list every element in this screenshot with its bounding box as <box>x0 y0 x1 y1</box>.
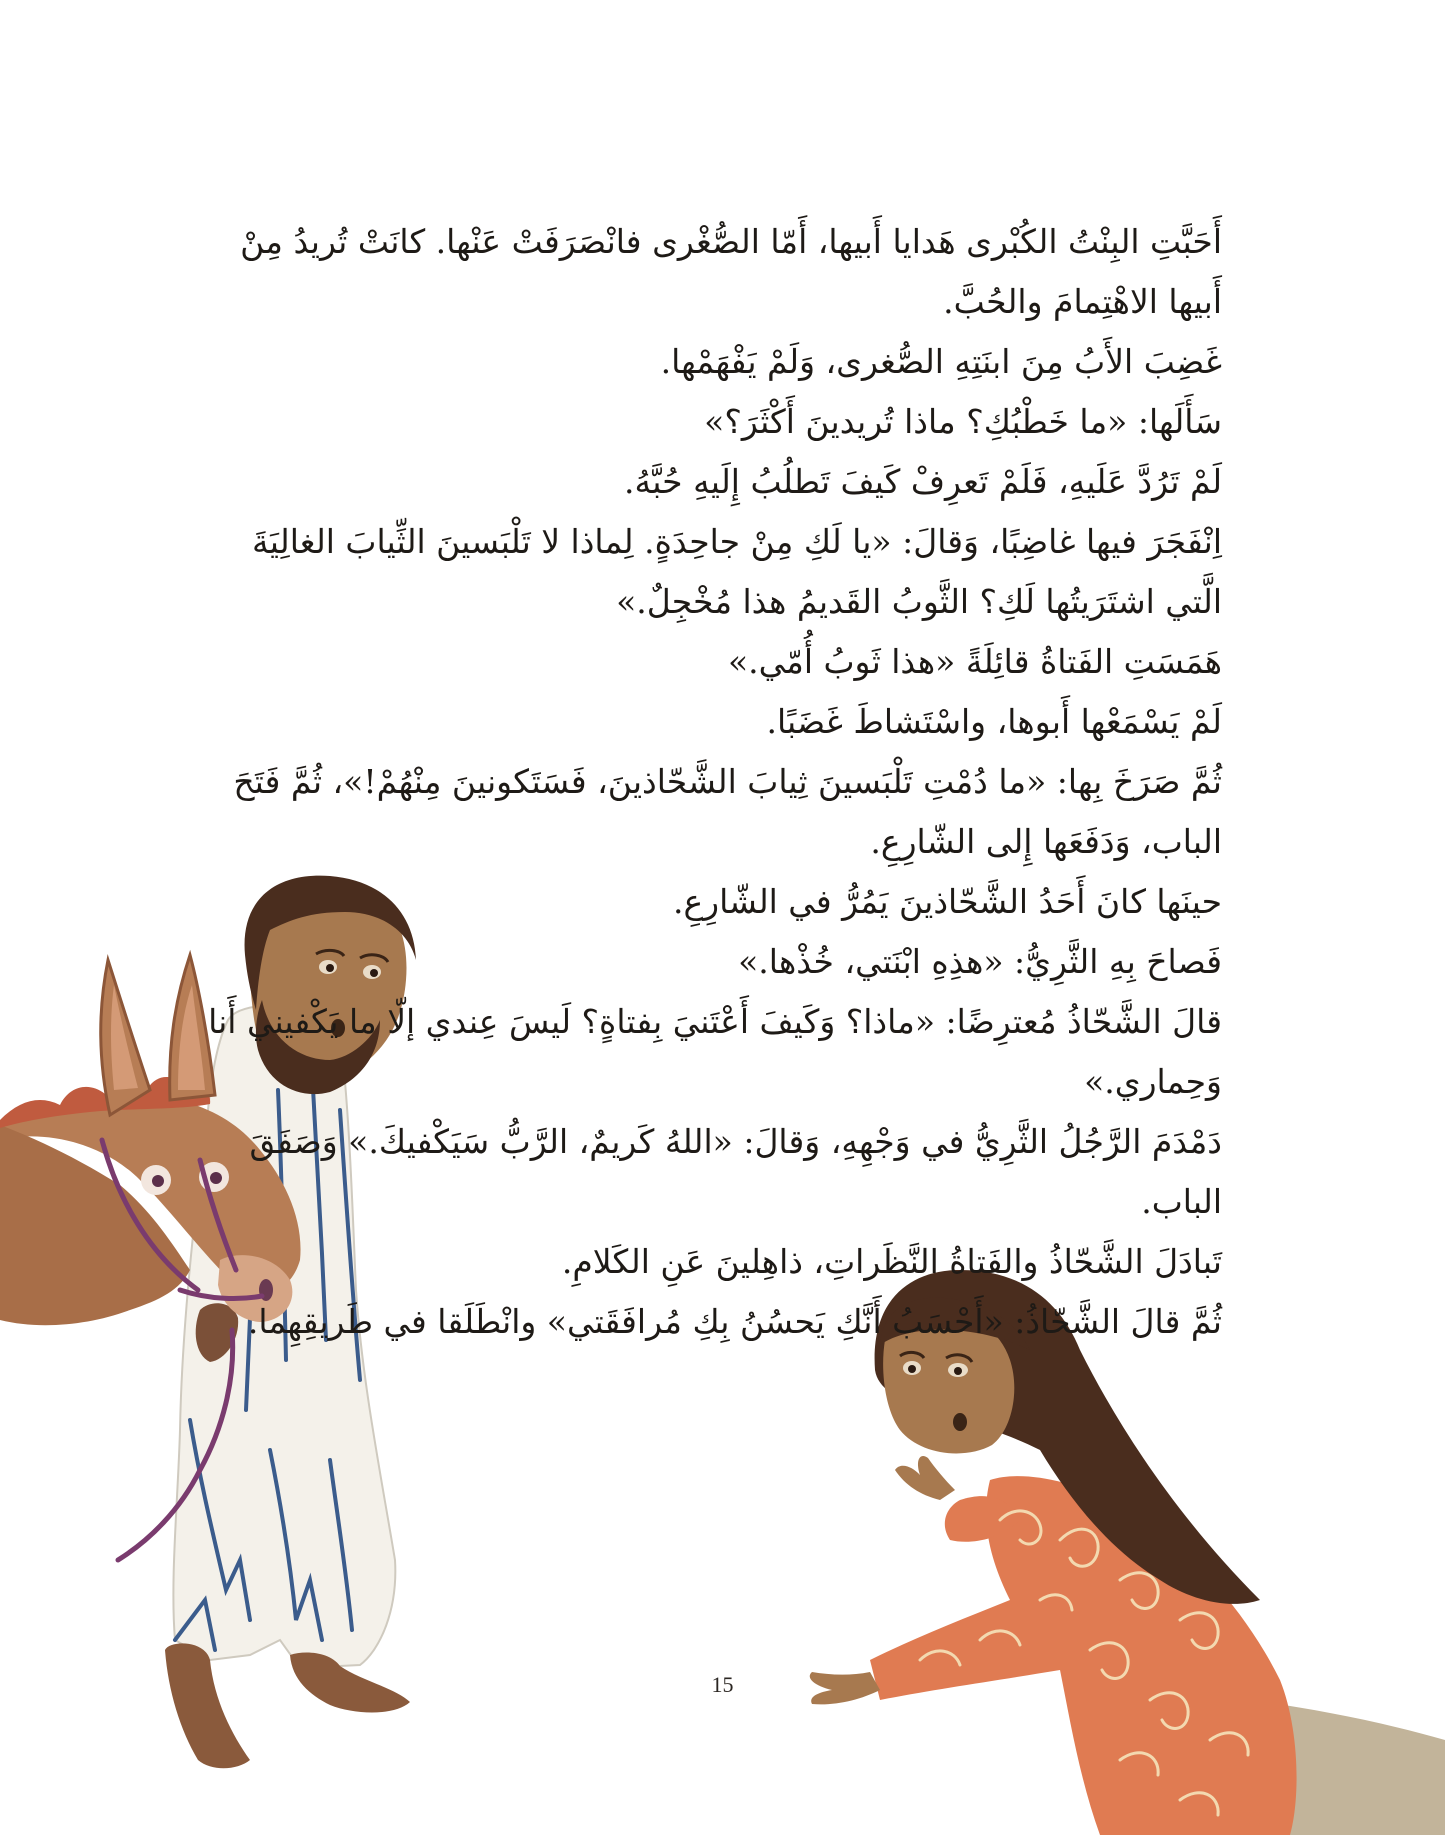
paragraph-4: لَمْ تَرُدَّ عَلَيهِ، فَلَمْ تَعرِفْ كَيفَ تَطلُبُ إِلَيهِ حُبَّهُ. <box>624 462 1222 501</box>
story-text <box>190 212 1270 1352</box>
paragraph-13: تَبادَلَ الشَّحّاذُ والفَتاةُ النَّظَراتِ، ذاهِلينَ عَنِ الكَلامِ. <box>561 1242 1222 1281</box>
beggar-foot-left <box>165 1643 250 1768</box>
paragraph-12: دَمْدَمَ الرَّجُلُ الثَّرِيُّ في وَجْهِهِ، وَقالَ: «اللهُ كَريمٌ، الرَّبُّ سَيَكْفيكَ.» وَصَفَقَ الباب. <box>249 1122 1222 1221</box>
paragraph-3: سَأَلَها: «ما خَطْبُكِ؟ ماذا تُريدينَ أَكْثَرَ؟» <box>704 402 1222 441</box>
paragraph-11: قالَ الشَّحّاذُ مُعترِضًا: «ماذا؟ وَكَيفَ أَعْتَنيَ بِفتاةٍ؟ لَيسَ عِندي إلّا ما يَكْفيني أَنا وَحِماري.» <box>208 1002 1222 1101</box>
paragraph-2: غَضِبَ الأَبُ مِنَ ابنَتِهِ الصُّغرى، وَلَمْ يَفْهَمْها. <box>660 342 1222 381</box>
paragraph-6: هَمَسَتِ الفَتاةُ قائِلَةً «هذا ثَوبُ أُمّي.» <box>727 642 1222 681</box>
paragraph-14: ثُمَّ قالَ الشَّحّاذُ: «أَحْسَبُ أَنَّكِ يَحسُنُ بِكِ مُرافَقَتي» وانْطَلَقا في طَريقِهِما. <box>247 1302 1222 1341</box>
girl-hand-left <box>895 1456 955 1500</box>
paragraph-7: لَمْ يَسْمَعْها أَبوها، واسْتَشاطَ غَضَبًا. <box>766 702 1222 741</box>
paragraph-9: حينَها كانَ أَحَدُ الشَّحّاذينَ يَمُرُّ في الشّارِعِ. <box>672 882 1222 921</box>
paragraph-1: أَحَبَّتِ البِنْتُ الكُبْرى هَدايا أَبيها، أَمّا الصُّغْرى فانْصَرَفَتْ عَنْها. كانَتْ تُريدُ مِنْ أَبيها الاهْتِمامَ والحُبَّ. <box>240 222 1222 321</box>
girl-figure <box>810 1270 1445 1835</box>
paragraph-10: فَصاحَ بِهِ الثَّرِيُّ: «هذِهِ ابْنَتي، خُذْها.» <box>738 942 1222 981</box>
paragraph-8: ثُمَّ صَرَخَ بِها: «ما دُمْتِ تَلْبَسينَ ثِيابَ الشَّحّاذينَ، فَسَتَكونينَ مِنْهُمْ!»، ثُمَّ فَتَحَ الباب، وَدَفَعَها إِلى الشّارِعِ. <box>233 762 1222 861</box>
paragraph-5: اِنْفَجَرَ فيها غاضِبًا، وَقالَ: «يا لَكِ مِنْ جاحِدَةٍ. لِماذا لا تَلْبَسينَ الثِّيابَ الغالِيَةَ الَّتي اشتَرَيتُها لَكِ؟ الثَّوبُ القَديمُ هذا مُخْجِلٌ.» <box>252 522 1222 621</box>
page-number: 15 <box>711 1672 734 1697</box>
